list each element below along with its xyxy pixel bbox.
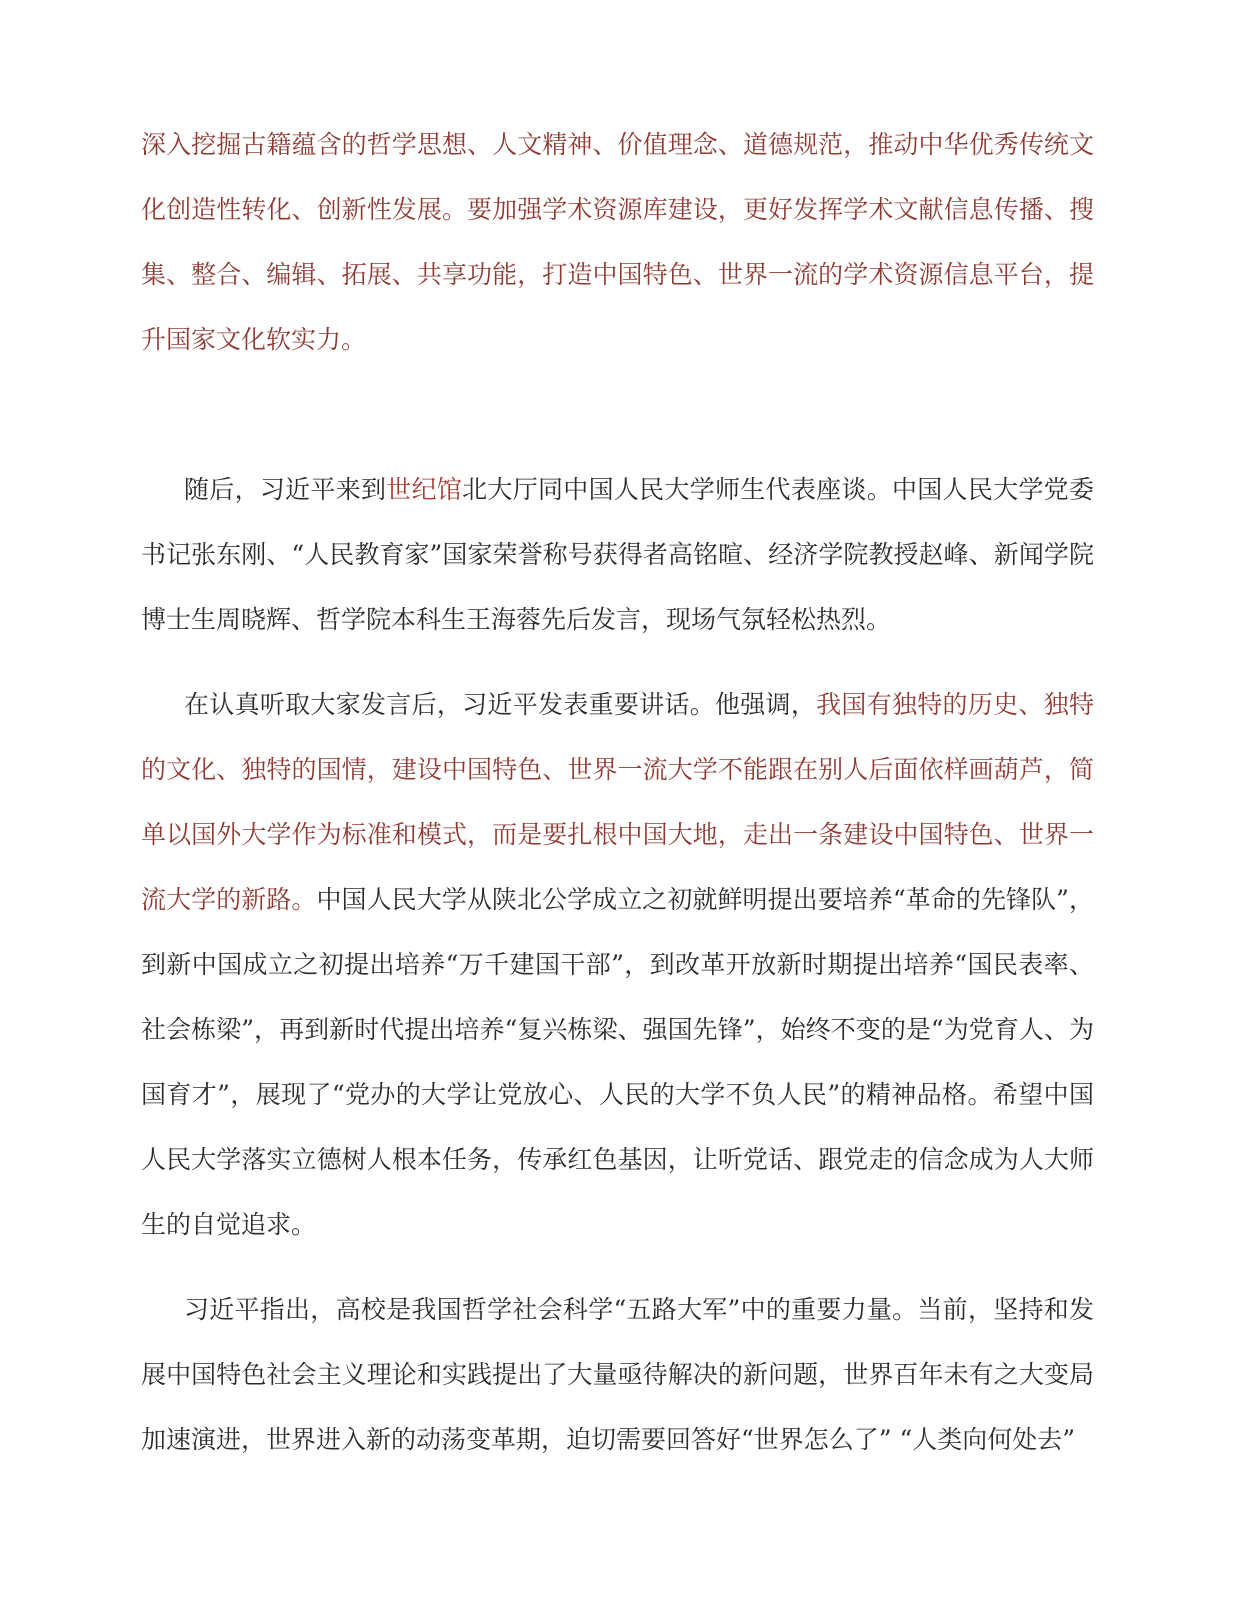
paragraph: [141, 1277, 1094, 1472]
highlighted-term: 世纪馆: [386, 475, 463, 504]
text-segment: 我国有独特的历史、独特的文化、独特的国情，建设中国特色、世界一流大学不能跟在别人后面依样画葫芦，简单以国外大学作为标准和模式，而是要扎根中国大地，走出一条建设中国特色、世界一流大学的新路。: [141, 690, 1094, 914]
text-segment: 深入挖掘古籍蕴含的哲学思想、人文精神、价值理念、道德规范，推动中华优秀传统文化创造性转化、创新性发展。要加强学术资源库建设，更好发挥学术文献信息传播、搜集、整合、编辑、拓展、共享功能，打造中国特色、世界一流的学术资源信息平台，提升国家文化软实力。: [141, 130, 1094, 354]
text-segment: 习近平指出，高校是我国哲学社会科学“五路大军”中的重要力量。当前，坚持和发展中国特色社会主义理论和实践提出了大量亟待解决的新问题，世界百年未有之大变局加速演进，世界进入新的动荡变革期，迫切需要回答好“世界怎么了” “人类向何处去”: [141, 1295, 1094, 1454]
text-segment: 随后，习近平来到: [184, 475, 387, 504]
paragraph: [141, 457, 1094, 652]
text-segment: 中国人民大学从陕北公学成立之初就鲜明提出要培养“革命的先锋队”，到新中国成立之初提出培养“万千建国干部”，到改革开放新时期提出培养“国民表率、社会栋梁”，再到新时代提出培养“复兴栋梁、强国先锋”，始终不变的是“为党育人、为国育才”，展现了“党办的大学让党放心、人民的大学不负人民”的精神品格。希望中国人民大学落实立德树人根本任务，传承红色基因，让听党话、跟党走的信念成为人大师生的自觉追求。: [141, 885, 1094, 1239]
paragraph: [141, 672, 1094, 1257]
text-segment: 北大厅同中国人民大学师生代表座谈。中国人民大学党委书记张东刚、“人民教育家”国家荣誉称号获得者高铭暄、经济学院教授赵峰、新闻学院博士生周晓辉、哲学院本科生王海蓉先后发言，现场气氛轻松热烈。: [141, 475, 1094, 634]
blank-line: [141, 392, 1094, 457]
document-body: [141, 112, 1094, 1472]
text-segment: 在认真听取大家发言后，习近平发表重要讲话。他强调，: [184, 690, 817, 719]
paragraph: [141, 112, 1094, 372]
